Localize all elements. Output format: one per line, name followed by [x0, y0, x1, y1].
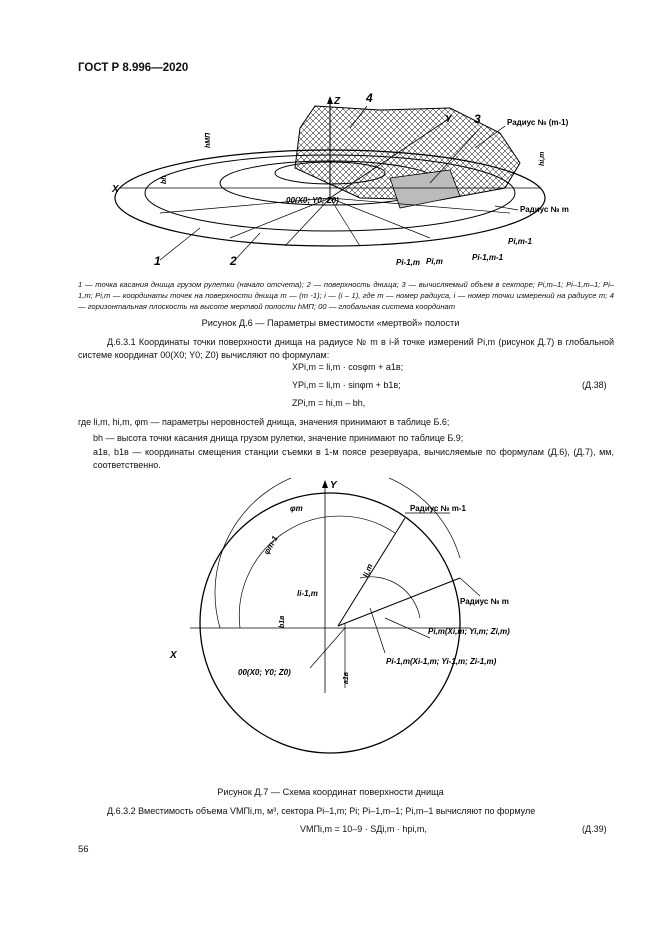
- fig6-x-label: X: [112, 184, 119, 195]
- fig6-p-i1m1: Pi-1,m-1: [472, 253, 504, 262]
- fig6-y-label: Y: [445, 114, 452, 125]
- fig6-h-im: hi,m: [539, 151, 546, 166]
- formula-v: VМПi,m = 10–9 · SДi,m · hрi,m,: [300, 824, 427, 834]
- fig7-b-v: b1в: [279, 615, 286, 628]
- fig7-phi-m: φm: [290, 504, 303, 513]
- fig6-radius-m: Радиус № m: [520, 205, 569, 214]
- fig7-phi-m1: φm-1: [261, 534, 280, 556]
- fig6-radius-prev: Радиус № (m-1): [507, 118, 569, 127]
- figure-d7-diagram: [160, 478, 600, 758]
- fig6-b-h: bh: [161, 175, 168, 184]
- section-d631-intro: Д.6.3.1 Координаты точки поверхности днища на радиусе № m в i-й точке измерений Pi,m (рисунок Д.7) в глобальной системе координат 00(X0; Y0; Z0) вычисляют по формулам:: [78, 337, 614, 360]
- fig6-p-im: Pi,m: [426, 257, 443, 266]
- fig7-a-v: a1в: [343, 671, 350, 684]
- fig6-z-label: Z: [334, 96, 341, 107]
- eq-number-d39: (Д.39): [582, 824, 607, 834]
- where-2: bh — высота точки касания днища грузом рулетки, значение принимают по таблице Б.9;: [93, 433, 464, 443]
- fig6-origin: 00(X0; Y0; Z0): [286, 196, 339, 205]
- fig6-p-i1m: Pi-1,m: [396, 258, 421, 267]
- fig7-radius-prev: Радиус № m-1: [410, 504, 466, 513]
- fig7-origin: 00(X0; Y0; Z0): [238, 668, 291, 677]
- fig6-label-4: 4: [366, 91, 373, 105]
- fig7-p-im: Pi,m(Xi,m; Yi,m; Zi,m): [428, 627, 510, 636]
- figure-d7-caption: Рисунок Д.7 — Схема координат поверхности днища: [217, 787, 444, 797]
- tank-circle: [200, 493, 460, 753]
- fig7-p-i1m: Pi-1,m(Xi-1,m; Yi-1,m; Zi-1,m): [386, 657, 497, 666]
- eq-number-d38: (Д.38): [582, 380, 607, 390]
- fig7-radius-m: Радиус № m: [460, 597, 509, 606]
- fig7-l-i1m: li-1,m: [297, 589, 318, 598]
- where-1: где li,m, hi,m, φm — параметры неровностей днища, значения принимают в таблице Б.6;: [78, 417, 450, 427]
- fig7-x-label: X: [170, 650, 177, 661]
- fig7-y-label: Y: [330, 480, 337, 491]
- document-header: ГОСТ Р 8.996—2020: [78, 62, 189, 74]
- figure-d6-diagram: [100, 88, 620, 273]
- figure-d6-legend: 1 — точка касания днища грузом рулетки (начало отсчета); 2 — поверхность днища; 3 — вычисляемый объем в секторе; Pi,m–1; Pi–1,m–1; Pi–1,m; Pi,m — координаты точек на поверхности днища m — (m -1); i — (i – 1), где m — номер радиуса, i — номер точки измерений на радиусе m; 4 — горизонтальная плоскость на высоте мертвой полости hМП; 00 — глобальная система координат: [78, 280, 614, 311]
- fig6-label-2: 2: [230, 254, 237, 268]
- formula-z: ZPi,m = hi,m – bh,: [292, 398, 366, 408]
- fig6-p-im1: Pi,m-1: [508, 237, 533, 246]
- fig7-l-im: li,m: [361, 562, 375, 579]
- fig6-label-1: 1: [154, 254, 161, 268]
- section-d632-text: Д.6.3.2 Вместимость объема VМПi,m, м³, сектора Pi–1,m; Pi; Pi–1,m–1; Pi,m–1 вычисляют по формуле: [107, 806, 536, 816]
- where-3: a1в, b1в — координаты смещения станции съемки в 1-м поясе резервуара, вычисляемые по формулам (Д.6), (Д.7), мм, соответственно.: [93, 447, 614, 470]
- page-number: 56: [78, 844, 89, 855]
- formula-y: YPi,m = li,m · sinφm + b1в;: [292, 380, 401, 390]
- fig6-label-3: 3: [474, 112, 481, 126]
- formula-x: XPi,m = li,m · cosφm + a1в;: [292, 362, 404, 372]
- figure-d6-caption: Рисунок Д.6 — Параметры вместимости «мертвой» полости: [201, 318, 460, 328]
- fig6-h-mp: hМП: [205, 132, 212, 148]
